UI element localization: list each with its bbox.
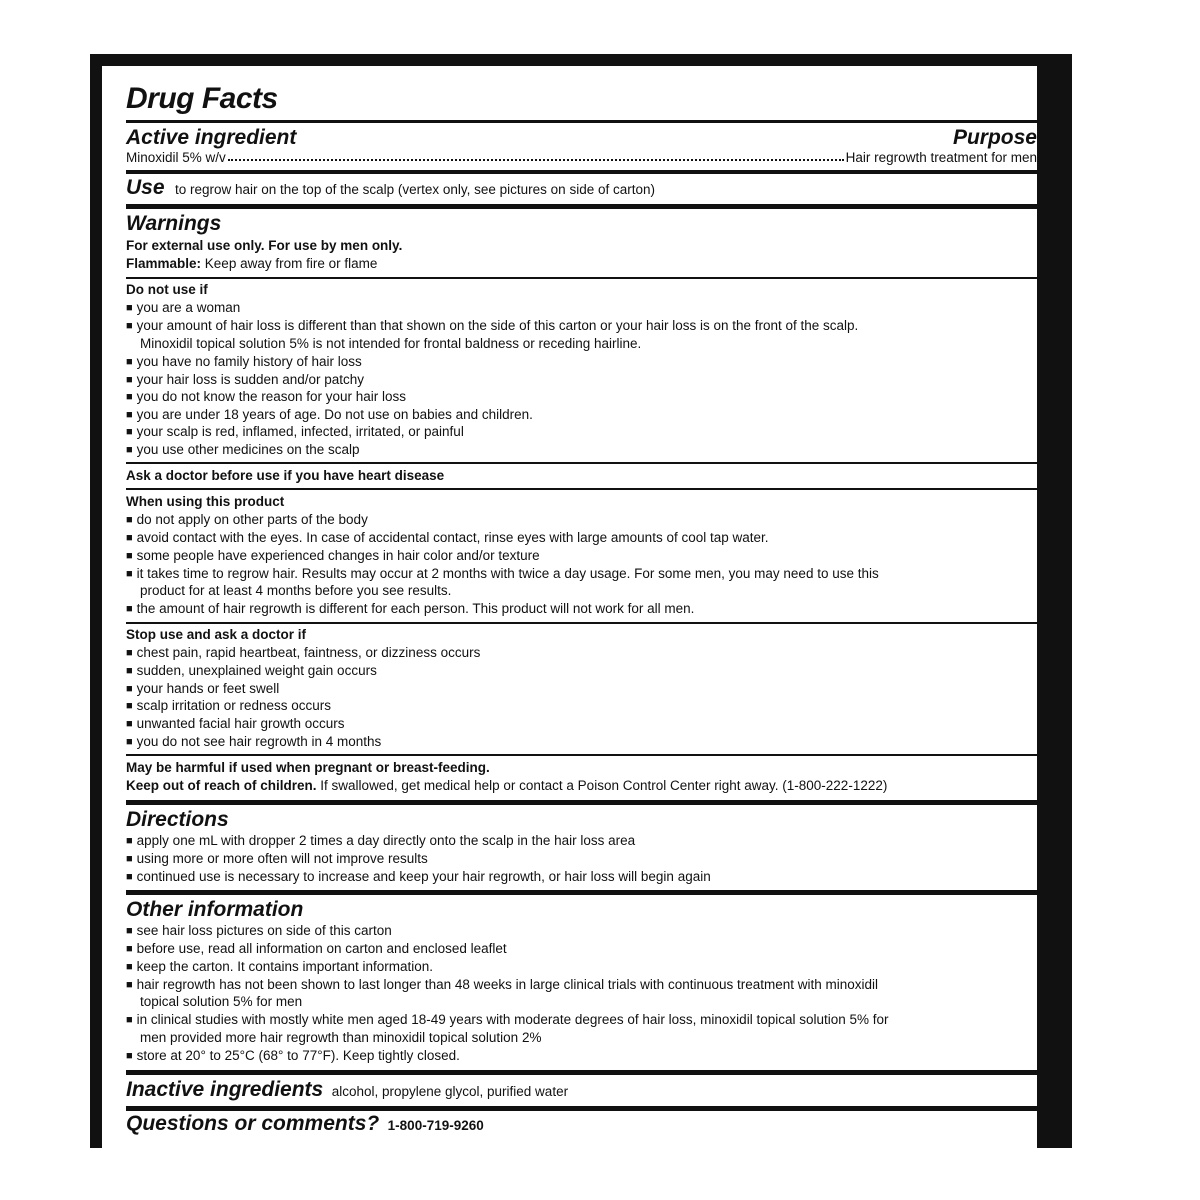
flammable-row — [126, 256, 1037, 271]
use-text: to regrow hair on the top of the scalp (vertex only, see pictures on side of carton) — [174, 182, 655, 197]
list-item: ■ continued use is necessary to increase and keep your hair regrowth, or hair loss will begin again — [126, 869, 1037, 884]
active-ingredient-heading: Active ingredient — [126, 126, 297, 149]
list-item: ■ the amount of hair regrowth is different for each person. This product will not work for all men. — [126, 601, 1037, 616]
list-item: ■ see hair loss pictures on side of this carton — [126, 923, 1037, 938]
list-item: ■ your hands or feet swell — [126, 681, 1037, 696]
list-item: ■ you use other medicines on the scalp — [126, 442, 1037, 457]
questions-phone: 1-800-719-9260 — [387, 1118, 484, 1133]
list-item: ■ do not apply on other parts of the body — [126, 512, 1037, 527]
divider — [126, 488, 1037, 490]
directions-heading: Directions — [126, 808, 229, 831]
drug-facts-panel — [102, 66, 1037, 1148]
list-item-continued: topical solution 5% for men — [140, 994, 303, 1009]
list-item: ■ hair regrowth has not been shown to last longer than 48 weeks in large clinical trials with continuous treatment with minoxidil — [126, 977, 1037, 992]
use-row — [126, 176, 1037, 200]
external-use-text: For external use only. For use by men only. — [126, 238, 403, 253]
list-item: ■ you have no family history of hair loss — [126, 354, 1037, 369]
keep-out-row — [126, 778, 1037, 793]
list-item: ■ chest pain, rapid heartbeat, faintness, or dizziness occurs — [126, 645, 1037, 660]
list-item: ■ sudden, unexplained weight gain occurs — [126, 663, 1037, 678]
divider — [126, 170, 1037, 174]
flammable-text: Keep away from fire or flame — [204, 256, 378, 271]
divider — [126, 890, 1037, 895]
list-item-continued: product for at least 4 months before you see results. — [140, 583, 452, 598]
drug-facts-title: Drug Facts — [126, 82, 278, 115]
list-item: ■ you are a woman — [126, 300, 1037, 315]
divider — [126, 120, 1037, 123]
list-item-continued: Minoxidil topical solution 5% is not intended for frontal baldness or receding hairline. — [140, 336, 642, 351]
divider — [126, 1106, 1037, 1111]
pregnant-warning: May be harmful if used when pregnant or breast-feeding. — [126, 760, 490, 775]
divider — [126, 622, 1037, 624]
list-item: ■ your amount of hair loss is different than that shown on the side of this carton or your hair loss is on the front of the scalp. — [126, 318, 1037, 333]
active-ingredient-row — [126, 150, 1037, 165]
use-heading: Use — [126, 176, 165, 199]
active-ingredient-name: Minoxidil 5% w/v — [126, 150, 226, 165]
list-item: ■ you are under 18 years of age. Do not use on babies and children. — [126, 407, 1037, 422]
list-item: ■ before use, read all information on carton and enclosed leaflet — [126, 941, 1037, 956]
do-not-use-heading: Do not use if — [126, 282, 208, 297]
divider — [126, 462, 1037, 464]
inactive-ingredients-text: alcohol, propylene glycol, purified water — [331, 1084, 569, 1099]
keep-out-text: If swallowed, get medical help or contact a Poison Control Center right away. (1-800-222-1222) — [320, 778, 888, 793]
list-item: ■ you do not know the reason for your hair loss — [126, 389, 1037, 404]
list-item: ■ your hair loss is sudden and/or patchy — [126, 372, 1037, 387]
list-item: ■ using more or more often will not improve results — [126, 851, 1037, 866]
flammable-label: Flammable: — [126, 256, 202, 271]
list-item: ■ in clinical studies with mostly white men aged 18-49 years with moderate degrees of hair loss, minoxidil topical solution 5% for — [126, 1012, 1037, 1027]
list-item: ■ keep the carton. It contains important information. — [126, 959, 1037, 974]
list-item: ■ your scalp is red, inflamed, infected, irritated, or painful — [126, 424, 1037, 439]
divider — [126, 1070, 1037, 1075]
divider — [126, 754, 1037, 756]
list-item: ■ you do not see hair regrowth in 4 months — [126, 734, 1037, 749]
list-item: ■ avoid contact with the eyes. In case of accidental contact, rinse eyes with large amounts of cool tap water. — [126, 530, 1037, 545]
list-item: ■ unwanted facial hair growth occurs — [126, 716, 1037, 731]
divider — [126, 277, 1037, 279]
ask-doctor-text: Ask a doctor before use if you have heart disease — [126, 468, 445, 483]
inactive-ingredients-heading: Inactive ingredients — [126, 1078, 324, 1101]
questions-heading: Questions or comments? — [126, 1112, 380, 1135]
list-item: ■ store at 20° to 25°C (68° to 77°F). Keep tightly closed. — [126, 1048, 1037, 1063]
drug-facts-frame — [90, 54, 1072, 1148]
questions-row — [126, 1112, 1037, 1136]
list-item: ■ some people have experienced changes in hair color and/or texture — [126, 548, 1037, 563]
active-ingredient-purpose: Hair regrowth treatment for men — [845, 150, 1037, 165]
list-item: ■ scalp irritation or redness occurs — [126, 698, 1037, 713]
list-item: ■ apply one mL with dropper 2 times a day directly onto the scalp in the hair loss area — [126, 833, 1037, 848]
keep-out-label: Keep out of reach of children. — [126, 778, 317, 793]
other-info-heading: Other information — [126, 898, 304, 921]
divider — [126, 204, 1037, 209]
stop-use-heading: Stop use and ask a doctor if — [126, 627, 307, 642]
warnings-heading: Warnings — [126, 212, 222, 235]
inactive-ingredients-row — [126, 1078, 1037, 1102]
dot-leader — [228, 150, 844, 161]
divider — [126, 800, 1037, 805]
list-item: ■ it takes time to regrow hair. Results may occur at 2 months with twice a day usage. For some men, you may need to use this — [126, 566, 1037, 581]
list-item-continued: men provided more hair regrowth than minoxidil topical solution 2% — [140, 1030, 542, 1045]
purpose-heading: Purpose — [952, 126, 1037, 149]
when-using-heading: When using this product — [126, 494, 285, 509]
